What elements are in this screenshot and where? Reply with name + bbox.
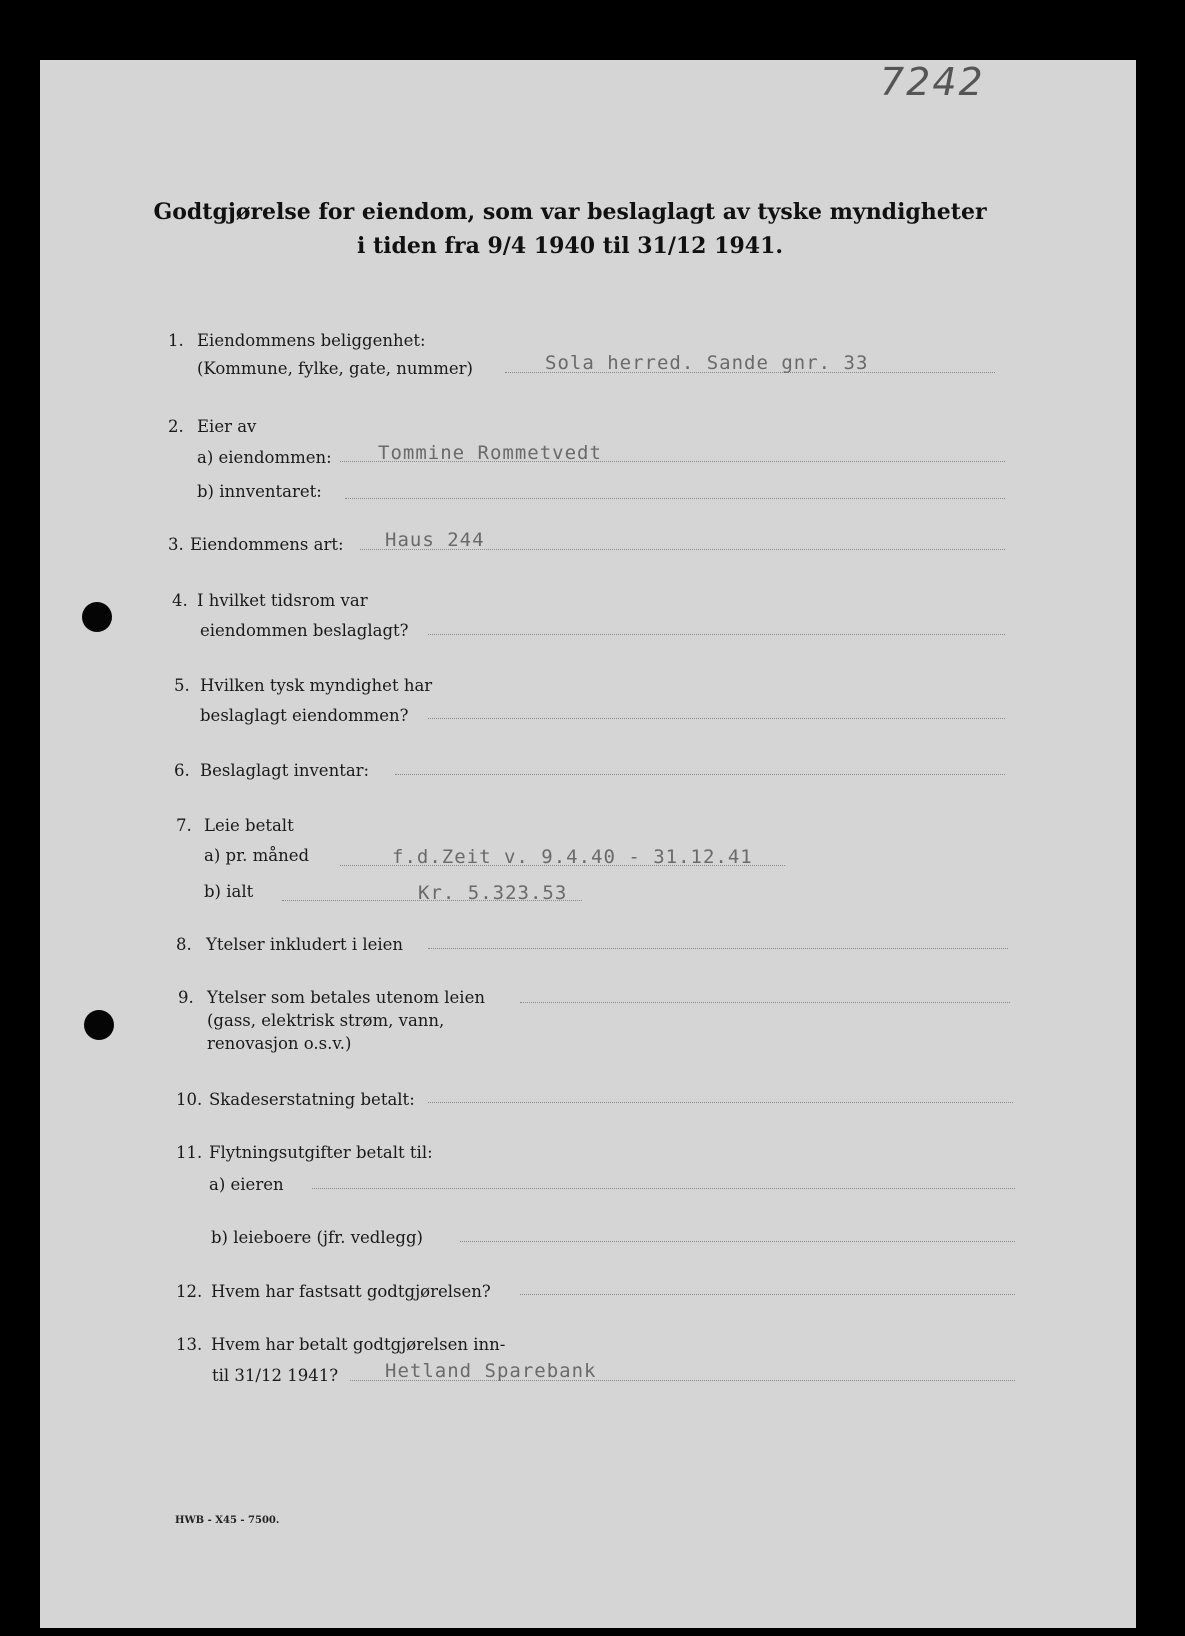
q11b-label: b) leieboere (jfr. vedlegg) bbox=[211, 1228, 423, 1247]
q13-sublabel: til 31/12 1941? bbox=[212, 1366, 339, 1385]
q5-sublabel: beslaglagt eiendommen? bbox=[200, 706, 409, 725]
q6-answer-line bbox=[395, 774, 1005, 775]
q11-number: 11. bbox=[176, 1143, 203, 1162]
q7-label: Leie betalt bbox=[204, 816, 294, 835]
q11a-answer-line bbox=[312, 1188, 1015, 1189]
q3-number: 3. bbox=[168, 535, 184, 554]
q11-label: Flytningsutgifter betalt til: bbox=[209, 1143, 433, 1162]
q8-answer-line bbox=[428, 948, 1008, 949]
q1-answer: Sola herred. Sande gnr. 33 bbox=[545, 352, 869, 374]
q6-label: Beslaglagt inventar: bbox=[200, 761, 370, 780]
q2a-label: a) eiendommen: bbox=[197, 448, 332, 467]
q8-number: 8. bbox=[176, 935, 192, 954]
q7-number: 7. bbox=[176, 816, 192, 835]
form-title bbox=[150, 195, 990, 263]
q5-number: 5. bbox=[174, 676, 190, 695]
q4-answer-line bbox=[428, 634, 1005, 635]
q7a-label: a) pr. måned bbox=[204, 846, 310, 865]
q7a-answer: f.d.Zeit v. 9.4.40 - 31.12.41 bbox=[392, 846, 753, 868]
q2b-answer-line bbox=[345, 498, 1005, 499]
q4-label: I hvilket tidsrom var bbox=[197, 591, 368, 610]
q1-label: Eiendommens beliggenhet: bbox=[197, 331, 426, 350]
q12-answer-line bbox=[520, 1294, 1015, 1295]
punch-hole bbox=[84, 1010, 114, 1040]
q1-number: 1. bbox=[168, 331, 184, 350]
q9-answer-line bbox=[520, 1002, 1010, 1003]
q12-label: Hvem har fastsatt godtgjørelsen? bbox=[211, 1282, 491, 1301]
title-line-2: i tiden fra 9/4 1940 til 31/12 1941. bbox=[356, 233, 784, 259]
q10-number: 10. bbox=[176, 1090, 203, 1109]
q13-answer: Hetland Sparebank bbox=[385, 1360, 597, 1382]
q2a-answer: Tommine Rommetvedt bbox=[378, 442, 602, 464]
q4-sublabel: eiendommen beslaglagt? bbox=[200, 621, 409, 640]
q5-answer-line bbox=[428, 718, 1005, 719]
q11b-answer-line bbox=[460, 1241, 1015, 1242]
q6-number: 6. bbox=[174, 761, 190, 780]
q3-answer: Haus 244 bbox=[385, 529, 485, 551]
q1-sublabel: (Kommune, fylke, gate, nummer) bbox=[197, 359, 473, 378]
q10-answer-line bbox=[428, 1102, 1013, 1103]
q7b-answer: Kr. 5.323.53 bbox=[418, 882, 568, 904]
form-print-code: HWB - X45 - 7500. bbox=[175, 1515, 280, 1526]
q2-number: 2. bbox=[168, 417, 184, 436]
q3-label: Eiendommens art: bbox=[190, 535, 344, 554]
form-sheet bbox=[40, 60, 1136, 1628]
q2b-label: b) innventaret: bbox=[197, 482, 322, 501]
q10-label: Skadeserstatning betalt: bbox=[209, 1090, 415, 1109]
q11a-label: a) eieren bbox=[209, 1175, 284, 1194]
q9-label: Ytelser som betales utenom leien bbox=[207, 988, 485, 1007]
archive-number: 7242 bbox=[880, 60, 985, 104]
q12-number: 12. bbox=[176, 1282, 203, 1301]
q13-number: 13. bbox=[176, 1335, 203, 1354]
punch-hole bbox=[82, 602, 112, 632]
q2-label: Eier av bbox=[197, 417, 257, 436]
q5-label: Hvilken tysk myndighet har bbox=[200, 676, 433, 695]
q13-label: Hvem har betalt godtgjørelsen inn- bbox=[211, 1335, 506, 1354]
q8-label: Ytelser inkludert i leien bbox=[206, 935, 404, 954]
title-line-1: Godtgjørelse for eiendom, som var beslaglagt av tyske myndigheter bbox=[153, 199, 987, 225]
q9-sublabel-2: renovasjon o.s.v.) bbox=[207, 1034, 352, 1053]
q9-number: 9. bbox=[178, 988, 194, 1007]
q4-number: 4. bbox=[172, 591, 188, 610]
q7b-label: b) ialt bbox=[204, 882, 254, 901]
q9-sublabel-1: (gass, elektrisk strøm, vann, bbox=[207, 1011, 445, 1030]
